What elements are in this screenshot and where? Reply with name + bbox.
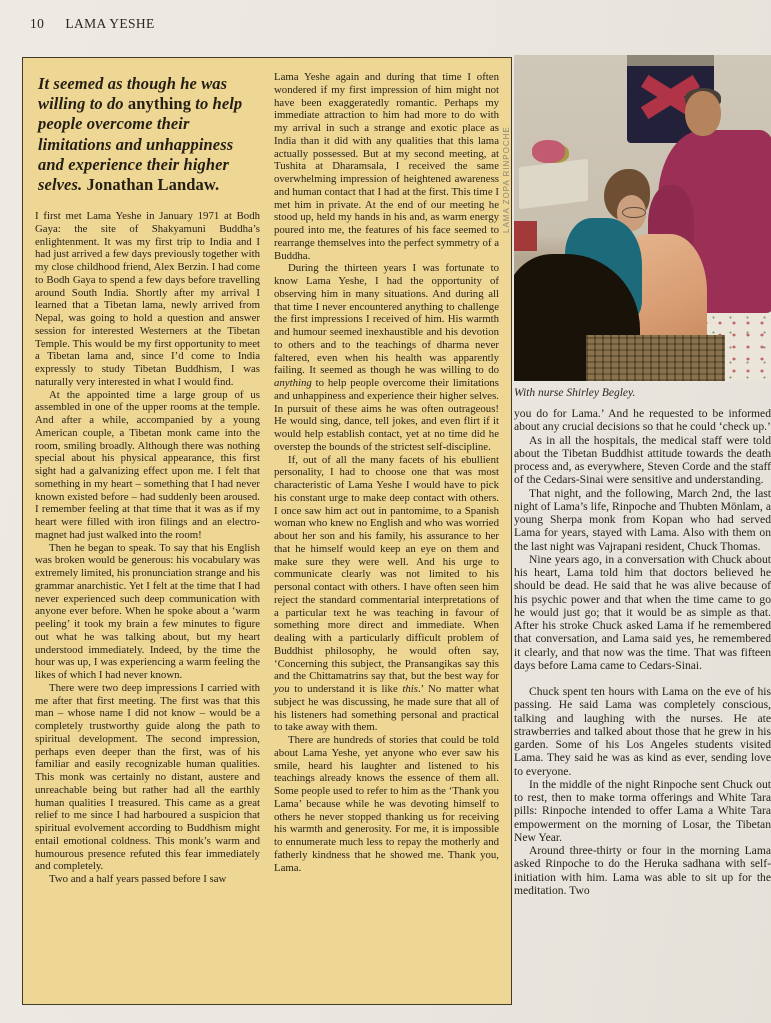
- paragraph: During the thirteen years I was fortunate to know Lama Yeshe, I had the opportunity of observing him in many situations. And during all that time I never encountered anything to challenge the first impressions I received of him. His warmth and humour seemed inexhaustible and his devotion to others and to the teachings of dharma never faltered, even when his health was apparently failing. It seemed as though he was willing to do anything to help people overcome their limitations and unhappiness and experience their higher selves. In pursuit of these aims he was often outrageous! He would sing, dance, tell jokes, and even flirt if it would help establish contact, yet at no time did he overstep the bounds of the strictest self-discipline.: [274, 262, 499, 453]
- paragraph: As in all the hospitals, the medical staff were told about the Tibetan Buddhist attitude towards the death process and, as everywhere, Steven Corde and the staff of the Cedars-Sinai were sensitive and understanding.: [514, 433, 771, 487]
- paragraph: There are hundreds of stories that could be told about Lama Yeshe, yet anyone who ever saw his smile, heard his laughter and listened to his teachings already knows the essence of them all. Some people used to refer to him as the ‘Thank you Lama’ because while he was devoting himself to others he never stopped thanking us for receiving his warmth and generosity. For me, it is impossible to ennumerate much less to repay the motherly and fatherly kindness that he showed me. Thank you, Lama.: [274, 734, 499, 874]
- photo-credit: LAMA ZOPA RINPOCHE: [502, 126, 511, 233]
- article-column-2: [274, 71, 499, 994]
- column-2-text: [274, 71, 499, 874]
- paragraph: you do for Lama.’ And he requested to be informed about any crucial decisions so that he could ‘check up.’: [514, 407, 771, 434]
- red-blanket-edge: [514, 221, 537, 250]
- pull-quote: [38, 74, 260, 195]
- paragraph: Around three-thirty or four in the morning Lama asked Rinpoche to do the Heruka sadhana with self-initiation with him. Lama was able to sit up for the meditation. Two: [514, 844, 771, 897]
- column-3-text: [514, 407, 771, 897]
- side-table: [519, 158, 588, 209]
- paragraph: Chuck spent ten hours with Lama on the eve of his passing. He said Lama was completely conscious, talking and laughing with the nurses. He ate strawberries and talked about those that he grew in his garden. Some of his Los Angeles students visited Lama. They said he was as kind as ever, sending love to everyone.: [514, 685, 771, 778]
- article-column-1: [35, 71, 260, 994]
- right-column: [500, 55, 771, 897]
- paragraph: At the appointed time a large group of us assembled in one of the upper rooms at the temple. And after a while, accompanied by a young American couple, a Tibetan monk came into the room, smiling broadly. Although there was nothing special about his physical appearance, this first sight had a galvanizing effect upon me. I felt that something in my heart – something that I had never known existed before – had suddenly been aroused. I remember feeling at that time that it was as if my heart were filled with iron filings and an electro-magnet had just walked into the room!: [35, 388, 260, 541]
- article-box: [22, 57, 512, 1005]
- page-number: 10: [30, 16, 45, 31]
- paragraph: There were two deep impressions I carried with me after that first meeting. The first was that this man – whose name I did not know – would be a completely trustworthy guide along the path to spiritual development. The second impression, perhaps even deeper than the first, was of his familiar and easily recognizable human qualities. This monk was certainly no distant, austere and unreachable being but rather had all the earthly human qualities I treasured. This came as a great relief to me since I had harboured a suspicion that spiritual evolvement according to Buddhism might entail emotional coldness. This monk’s warm and humourous presence refuted this fear immediately and completely.: [35, 681, 260, 873]
- paragraph: In the middle of the night Rinpoche sent Chuck out to rest, then to make torma offerings and White Tara pills: Rinpoche intended to offer Lama a White Tara empowerment on the morning of Losar, the Tibetan New Year.: [514, 777, 771, 844]
- pull-quote-italic-lead: It seemed as though he was willing to do: [38, 74, 228, 114]
- paragraph: That night, and the following, March 2nd, the last night of Lama’s life, Rinpoche and Thubten Mönlam, a young Sherpa monk from Kopan who had served Lama for years, stayed with Lama. Also with them on the last night was Vajrapani resident, Chuck Thomas.: [514, 486, 771, 553]
- wicker-basket: [586, 335, 725, 381]
- figure-lama-head: [685, 91, 721, 137]
- paragraph: If, out of all the many facets of his ebullient personality, I had to choose one that was most characteristic of Lama Yeshe I would have to pick his constant urge to make deep contact with others. I once saw him act out in pantomime, to a Spanish woman who knew no English and who was worried about her son and his family, his assurance to her that he himself would keep an eye on them and make sure they were well. And his urge to communicate clearly was not limited to his personal contact with others. I have often seen him reject the standard commentarial interpretations of a particular text he was teaching in favour of something more direct and immediate. When dealing with a particularly difficult problem of Buddhist philosophy, he would often say, ‘Concerning this subject, the Pransangikas say this and the Chittamatrins say that, but the best way for you to understand it is like this.’ No matter what subject he was discussing, he made sure that all of his listeners had something personal and practical to take away with them.: [274, 453, 499, 734]
- paragraph: Nine years ago, in a conversation with Chuck about his heart, Lama told him that doctors believed he should be dead. He said that he was alive because of his psychic power and that when the time came to go he would just go; that it would be as simple as that. After his stroke Chuck asked Lama if he remembered that conversation, and Lama said yes, he remembered it clearly, and that now was the time. That was fifteen days before Lama came to Cedars-Sinai.: [514, 552, 771, 672]
- wall-hanging-rod: [627, 55, 714, 66]
- pull-quote-roman-word: anything: [127, 94, 192, 114]
- paragraph: I first met Lama Yeshe in January 1971 at Bodh Gaya: the site of Shakyamuni Buddha’s enlightenment. It was my first trip to India and I had just arrived a few days previously together with my close childhood friend, Alex Berzin. I had come to Bodh Gaya to spend a few days before travelling around South India. Shortly after my arrival I learned that a Tibetan lama, newly arrived from Nepal, was going to hold a question and answer session for interested Westerners at the Tibetan Temple. This would be my first opportunity to meet a Tibetan lama and, since I’d come to India expressly to study Tibetan Buddhism, I was naturally very interested in what I would find.: [35, 210, 260, 388]
- paragraph: Then he began to speak. To say that his English was broken would be generous: his vocabulary was extremely limited, his pronunciation strange and his grammar anarchistic. Yet I felt at the time that I had never experienced such deep communication with anyone ever before. When he spoke about a ‘warm peeling’ it took my brain a few minutes to figure out what he was talking about, but my heart understood immediately. Indeed, by the time the hour was up, I was experiencing a warm feeling the likes of which I had never known.: [35, 541, 260, 682]
- paragraph: Lama Yeshe again and during that time I often wondered if my first impression of him might not have been exaggeratedly romantic. Perhaps my immediate attraction to him had more to do with my arrival in such a strange and exotic place as India than it did with any qualities that this lama actually possessed. But at my second meeting, at Tushita at Dharamsala, I received the same overwhelming impression of heightened awareness and human contact that I had at the first. This time I met him in private. At the end of our meeting he stood up, held my hands in his and, as warm energy poured into me, the features of his face seemed to rearrange themselves into the perfect symmetry of a Buddha.: [274, 71, 499, 262]
- page-title: LAMA YESHE: [65, 16, 155, 31]
- figure-nurse-glasses: [622, 207, 646, 219]
- pull-quote-attribution: Jonathan Landaw.: [82, 175, 220, 195]
- pull-quote-italic-tail: to help people overcome their limitations and unhappiness and experience their higher selves.: [38, 94, 243, 195]
- flowers: [532, 140, 565, 163]
- column-1-text: [35, 210, 260, 886]
- photo-caption: With nurse Shirley Begley.: [514, 387, 636, 399]
- photo-lama-with-nurse: [514, 55, 771, 381]
- page-header: [30, 16, 155, 32]
- paragraph: Two and a half years passed before I saw: [49, 873, 227, 886]
